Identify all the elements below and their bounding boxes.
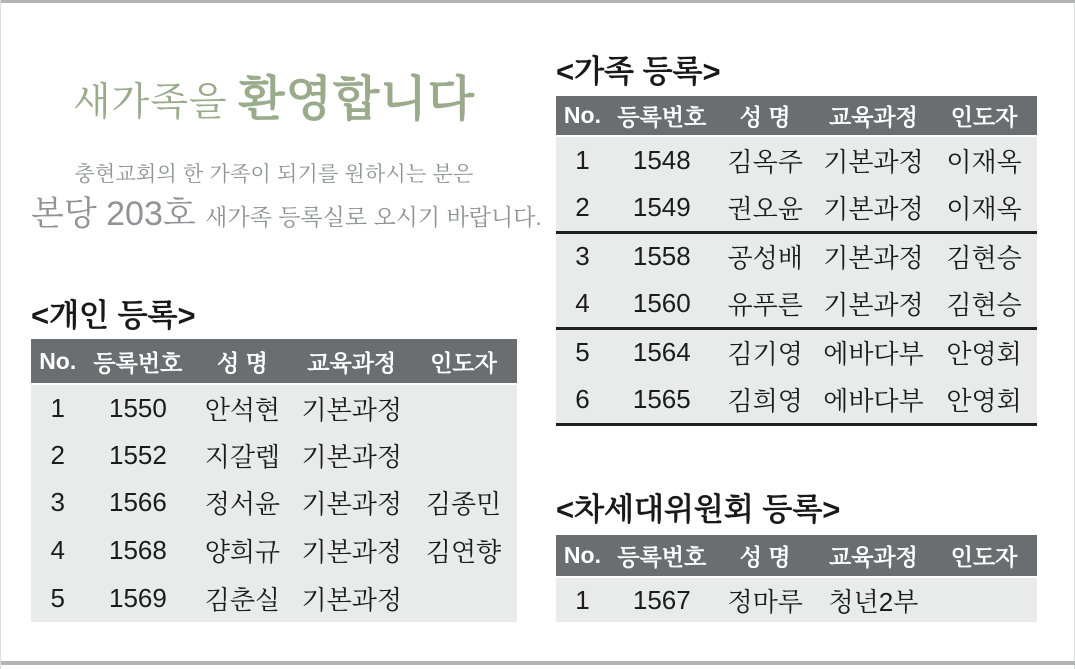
table-cell: 1569 — [84, 574, 191, 622]
table-body — [556, 577, 1037, 622]
table-cell: 4 — [556, 280, 609, 328]
table-cell — [931, 577, 1037, 622]
column-header-course: 교육과정 — [816, 96, 931, 136]
table-cell: 1567 — [609, 577, 715, 622]
table-cell: 양희규 — [191, 527, 293, 575]
table-cell: 1548 — [609, 136, 715, 184]
left-column — [31, 0, 542, 669]
welcome-subtitle-line2-rest: 새가족 등록실로 오시기 바랍니다. — [205, 204, 542, 230]
table-cell: 1552 — [84, 432, 191, 480]
column-header-no: No. — [556, 535, 609, 577]
table-cell: 청년2부 — [816, 577, 931, 622]
table-header — [31, 339, 517, 384]
table-cell: 김연향 — [410, 527, 517, 575]
column-header-leader: 인도자 — [410, 339, 517, 384]
column-header-name: 성 명 — [715, 535, 816, 577]
column-header-leader: 인도자 — [931, 535, 1037, 577]
table-cell: 6 — [556, 376, 609, 424]
welcome-room-number: 본당 203호 — [31, 195, 206, 233]
table-cell: 이재옥 — [931, 184, 1037, 232]
column-header-reg-number: 등록번호 — [84, 339, 191, 384]
table-header — [556, 535, 1037, 577]
table-cell: 에바다부 — [816, 328, 931, 376]
table-cell: 김기영 — [715, 328, 816, 376]
table-cell: 5 — [31, 574, 84, 622]
table-cell: 기본과정 — [293, 432, 410, 480]
table-cell: 기본과정 — [293, 574, 410, 622]
table-cell: 기본과정 — [293, 384, 410, 432]
column-header-leader: 인도자 — [931, 96, 1037, 136]
column-header-reg-number: 등록번호 — [609, 96, 715, 136]
table-row — [31, 574, 517, 622]
table-body — [556, 136, 1037, 424]
table-row — [31, 384, 517, 432]
table-cell: 공성배 — [715, 232, 816, 280]
right-column — [556, 0, 1037, 669]
table-cell: 3 — [31, 479, 84, 527]
welcome-title-main: 환영합니다 — [238, 73, 476, 126]
table-cell: 김옥주 — [715, 136, 816, 184]
table-row — [556, 376, 1037, 424]
table-cell: 1558 — [609, 232, 715, 280]
table-header-row — [556, 96, 1037, 136]
table-cell: 기본과정 — [816, 280, 931, 328]
committee-registration-table — [556, 535, 1037, 622]
table-cell: 4 — [31, 527, 84, 575]
table-cell: 기본과정 — [293, 527, 410, 575]
table-cell: 기본과정 — [816, 136, 931, 184]
table-cell: 3 — [556, 232, 609, 280]
column-header-reg-number: 등록번호 — [609, 535, 715, 577]
family-registration-heading: <가족 등록> — [556, 54, 721, 89]
welcome-subtitle-line2 — [31, 186, 542, 235]
table-cell: 1568 — [84, 527, 191, 575]
table-row — [556, 280, 1037, 328]
table-cell: 유푸른 — [715, 280, 816, 328]
individual-registration-heading: <개인 등록> — [31, 298, 196, 333]
table-cell: 1 — [556, 136, 609, 184]
table-cell: 김현승 — [931, 232, 1037, 280]
column-header-name: 성 명 — [715, 96, 816, 136]
welcome-subtitle-line1: 충현교회의 한 가족이 되기를 원하시는 분은 — [74, 163, 474, 186]
table-cell: 안석현 — [191, 384, 293, 432]
table-row — [31, 527, 517, 575]
column-header-course: 교육과정 — [293, 339, 410, 384]
table-cell: 김희영 — [715, 376, 816, 424]
column-header-course: 교육과정 — [816, 535, 931, 577]
table-cell: 기본과정 — [293, 479, 410, 527]
column-header-no: No. — [31, 339, 84, 384]
table-header-row — [556, 535, 1037, 577]
table-cell: 5 — [556, 328, 609, 376]
table-cell — [410, 432, 517, 480]
table-cell — [410, 574, 517, 622]
table-cell: 1549 — [609, 184, 715, 232]
table-row — [556, 328, 1037, 376]
table-cell: 에바다부 — [816, 376, 931, 424]
table-cell: 1 — [31, 384, 84, 432]
table-body — [31, 384, 517, 622]
table-cell: 김현승 — [931, 280, 1037, 328]
bottom-edge-bar — [1, 661, 1075, 665]
committee-registration-heading: <차세대위원회 등록> — [556, 492, 841, 527]
table-cell: 2 — [556, 184, 609, 232]
table-row — [556, 136, 1037, 184]
table-cell: 2 — [31, 432, 84, 480]
table-row — [31, 432, 517, 480]
table-cell: 기본과정 — [816, 184, 931, 232]
table-cell: 권오윤 — [715, 184, 816, 232]
table-cell: 정서윤 — [191, 479, 293, 527]
table-cell: 안영회 — [931, 328, 1037, 376]
family-registration-table — [556, 96, 1037, 426]
welcome-title-accent: 새가족을 — [72, 81, 239, 124]
table-row — [556, 232, 1037, 280]
table-cell — [410, 384, 517, 432]
table-cell: 1564 — [609, 328, 715, 376]
table-cell: 1 — [556, 577, 609, 622]
column-header-name: 성 명 — [191, 339, 293, 384]
table-cell: 안영회 — [931, 376, 1037, 424]
table-cell: 1565 — [609, 376, 715, 424]
table-cell: 1550 — [84, 384, 191, 432]
table-header-row — [31, 339, 517, 384]
table-row — [31, 479, 517, 527]
table-header — [556, 96, 1037, 136]
column-header-no: No. — [556, 96, 609, 136]
welcome-title — [31, 70, 517, 141]
table-row — [556, 577, 1037, 622]
table-cell: 1566 — [84, 479, 191, 527]
table-cell: 김종민 — [410, 479, 517, 527]
table-cell: 기본과정 — [816, 232, 931, 280]
table-cell: 김춘실 — [191, 574, 293, 622]
individual-registration-table — [31, 339, 517, 622]
table-cell: 이재옥 — [931, 136, 1037, 184]
table-cell: 정마루 — [715, 577, 816, 622]
table-cell: 1560 — [609, 280, 715, 328]
table-cell: 지갈렙 — [191, 432, 293, 480]
table-row — [556, 184, 1037, 232]
